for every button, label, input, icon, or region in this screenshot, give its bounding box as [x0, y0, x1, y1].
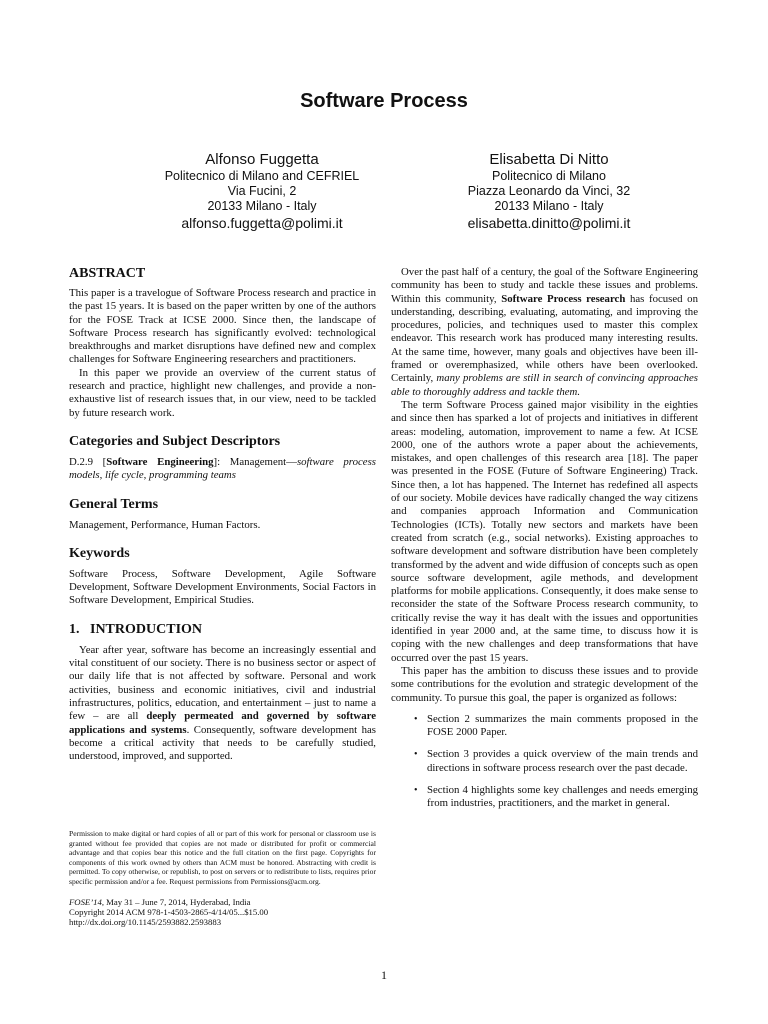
para-italic: many problems are still in search of convincing approaches able to thoroughly address and tackle them. [391, 372, 698, 398]
categories-heading: Categories and Subject Descriptors [69, 433, 281, 449]
author-address: Piazza Leonardo da Vinci, 32 [467, 184, 631, 198]
author-address: Via Fucini, 2 [227, 184, 297, 198]
category-after: ]: Management— [213, 455, 297, 468]
introduction-heading: 1. INTRODUCTION [69, 621, 203, 637]
author-email: alfonso.fuggetta@polimi.it [181, 215, 343, 231]
categories-text [69, 456, 376, 483]
conference-line [69, 897, 376, 907]
keywords-text: Software Process, Software Development, Agile Software Development, Software Development Environments, Social Factors in Software Development, Empirical Studies. [69, 567, 376, 607]
author-name: Alfonso Fuggetta [205, 151, 319, 168]
intro-text-a: Year after year, software has become an increasingly essential and vital constituent of our society. There is no business sector or aspect of our daily life that is not affected by software. Personal and work activities, business and economic initiatives, civil and industrial infrastructures, politics, education, and entertainment – just to name a few – are all [69, 643, 376, 723]
abstract-paragraph: This paper is a travelogue of Software Process research and practice in the past 15 years. It is based on the paper written by one of the authors for the FOSE Track at ICSE 2000. Since then, the landscape of Software Process research has significantly evolved: technological breakthroughs and market disruptions have defined new and complex challenges for Software Engineering researchers and practitioners. [69, 287, 376, 366]
author-city: 20133 Milano - Italy [207, 199, 317, 213]
conference-details: , May 31 – June 7, 2014, Hyderabad, India [101, 897, 251, 907]
bullet-icon: • [414, 713, 418, 725]
para-text: Over the past half of a century, the goal of the Software Engineering community has been to study and tackle these issues and problems. Within this community, [391, 266, 698, 305]
left-column [69, 266, 376, 763]
introduction-paragraph [69, 644, 376, 764]
author-affiliation: Politecnico di Milano [492, 169, 606, 183]
para-bold: Software Process research [501, 292, 626, 305]
doi-link[interactable]: http://dx.doi.org/10.1145/2593882.2593883 [69, 917, 222, 928]
category-bold: Software Engineering [106, 455, 214, 468]
conference-info [69, 897, 376, 928]
body-paragraph: The term Software Process gained major visibility in the eighties and since then has sparked a lot of projects and initiatives in different areas: modeling, automation, improvement to name a few. At ICSE 2000, one of the authors wrote a paper about the achievements, mistakes, and open challenges of this research area [18]. The paper was presented in the FOSE (Future of Software Engineering) Track. Since then, a lot has happened. The Internet has redefined all aspects of our society. Mobile devices have radically changed the way citizens and companies approach Information and Communication Technologies (ICTs). Totally new sectors and markets have been created from scratch (e.g., social networks). Existing approaches to software development and software distribution have been completely transformed by the advent and wide diffusion of concepts such as open source software development, agile methods, and development platforms for mobile applications. Consequently, it does make sense to reconsider the state of the Software Process research community, to critically revise the way it has dealt with the issues and opportunities identified in year 2000 and, at the same time, to discuss how it is coping with the new challenges and deep transformations that have occurred over the past 15 years. [391, 398, 698, 664]
intro-bold: deeply permeated and governed by software applications and systems [69, 710, 376, 736]
para-text: has focused on understanding, describing, evaluating, automating, and improving the procedures, policies, and techniques used to master this complex endeavor. This research work has produced many interesting results. At the same time, however, many goals and objectives have been ill-framed or overemphasized, while others have been overlooked. Certainly, [391, 292, 698, 385]
category-code: D.2.9 [ [69, 455, 107, 468]
author-affiliation: Politecnico di Milano and CEFRIEL [164, 169, 360, 183]
section-list [391, 713, 698, 811]
author-block-2 [399, 150, 699, 233]
abstract-heading: ABSTRACT [69, 266, 146, 281]
general-terms-heading: General Terms [69, 496, 159, 512]
list-item [391, 748, 698, 775]
page-number: 1 [381, 968, 387, 982]
general-terms-text: Management, Performance, Human Factors. [69, 518, 261, 531]
list-item [391, 713, 698, 740]
author-block-1 [112, 150, 412, 233]
list-item-text: Section 3 provides a quick overview of the main trends and directions in software process research over the past decade. [427, 748, 698, 774]
copyright-line: Copyright 2014 ACM 978-1-4503-2865-4/14/05...$15.00 [69, 907, 269, 918]
list-item-text: Section 2 summarizes the main comments proposed in the FOSE 2000 Paper. [427, 712, 698, 739]
author-city: 20133 Milano - Italy [494, 199, 604, 213]
bullet-icon: • [414, 784, 418, 796]
list-item [391, 784, 698, 811]
keywords-heading: Keywords [69, 545, 130, 561]
category-italic: software process models, life cycle, programming teams [69, 455, 376, 482]
right-column [391, 266, 698, 820]
body-paragraph [391, 266, 698, 399]
permission-footnote: Permission to make digital or hard copies of all or part of this work for personal or classroom use is granted without fee provided that copies are not made or distributed for profit or commercial advantage and that copies bear this notice and the full citation on the first page. Copyrights for components of this work owned by others than ACM must be honored. Abstracting with credit is permitted. To copy otherwise, or republish, to post on servers or to redistribute to lists, requires prior specific permission and/or a fee. Request permissions from Permissions@acm.org. [69, 829, 376, 886]
conference-name: FOSE’14 [69, 897, 102, 907]
author-name: Elisabetta Di Nitto [489, 151, 609, 168]
intro-text-b: . Consequently, software development has become a critical activity that needs to be carefully studied, understood, improved, and supported. [69, 723, 376, 763]
author-email: elisabetta.dinitto@polimi.it [467, 215, 631, 231]
abstract-paragraph: In this paper we provide an overview of the current status of research and practice, highlight new challenges, and provide a non-exhaustive list of research issues that, in our view, need to be tackled by future research work. [69, 366, 376, 419]
body-paragraph: This paper has the ambition to discuss these issues and to provide some contributions for the evolution and strategic development of the community. To pursue this goal, the paper is organized as follows: [391, 664, 698, 704]
paper-title: Software Process [300, 90, 468, 112]
bullet-icon: • [414, 749, 418, 761]
list-item-text: Section 4 highlights some key challenges and needs emerging from industries, practitioners, and the market in general. [427, 783, 698, 810]
